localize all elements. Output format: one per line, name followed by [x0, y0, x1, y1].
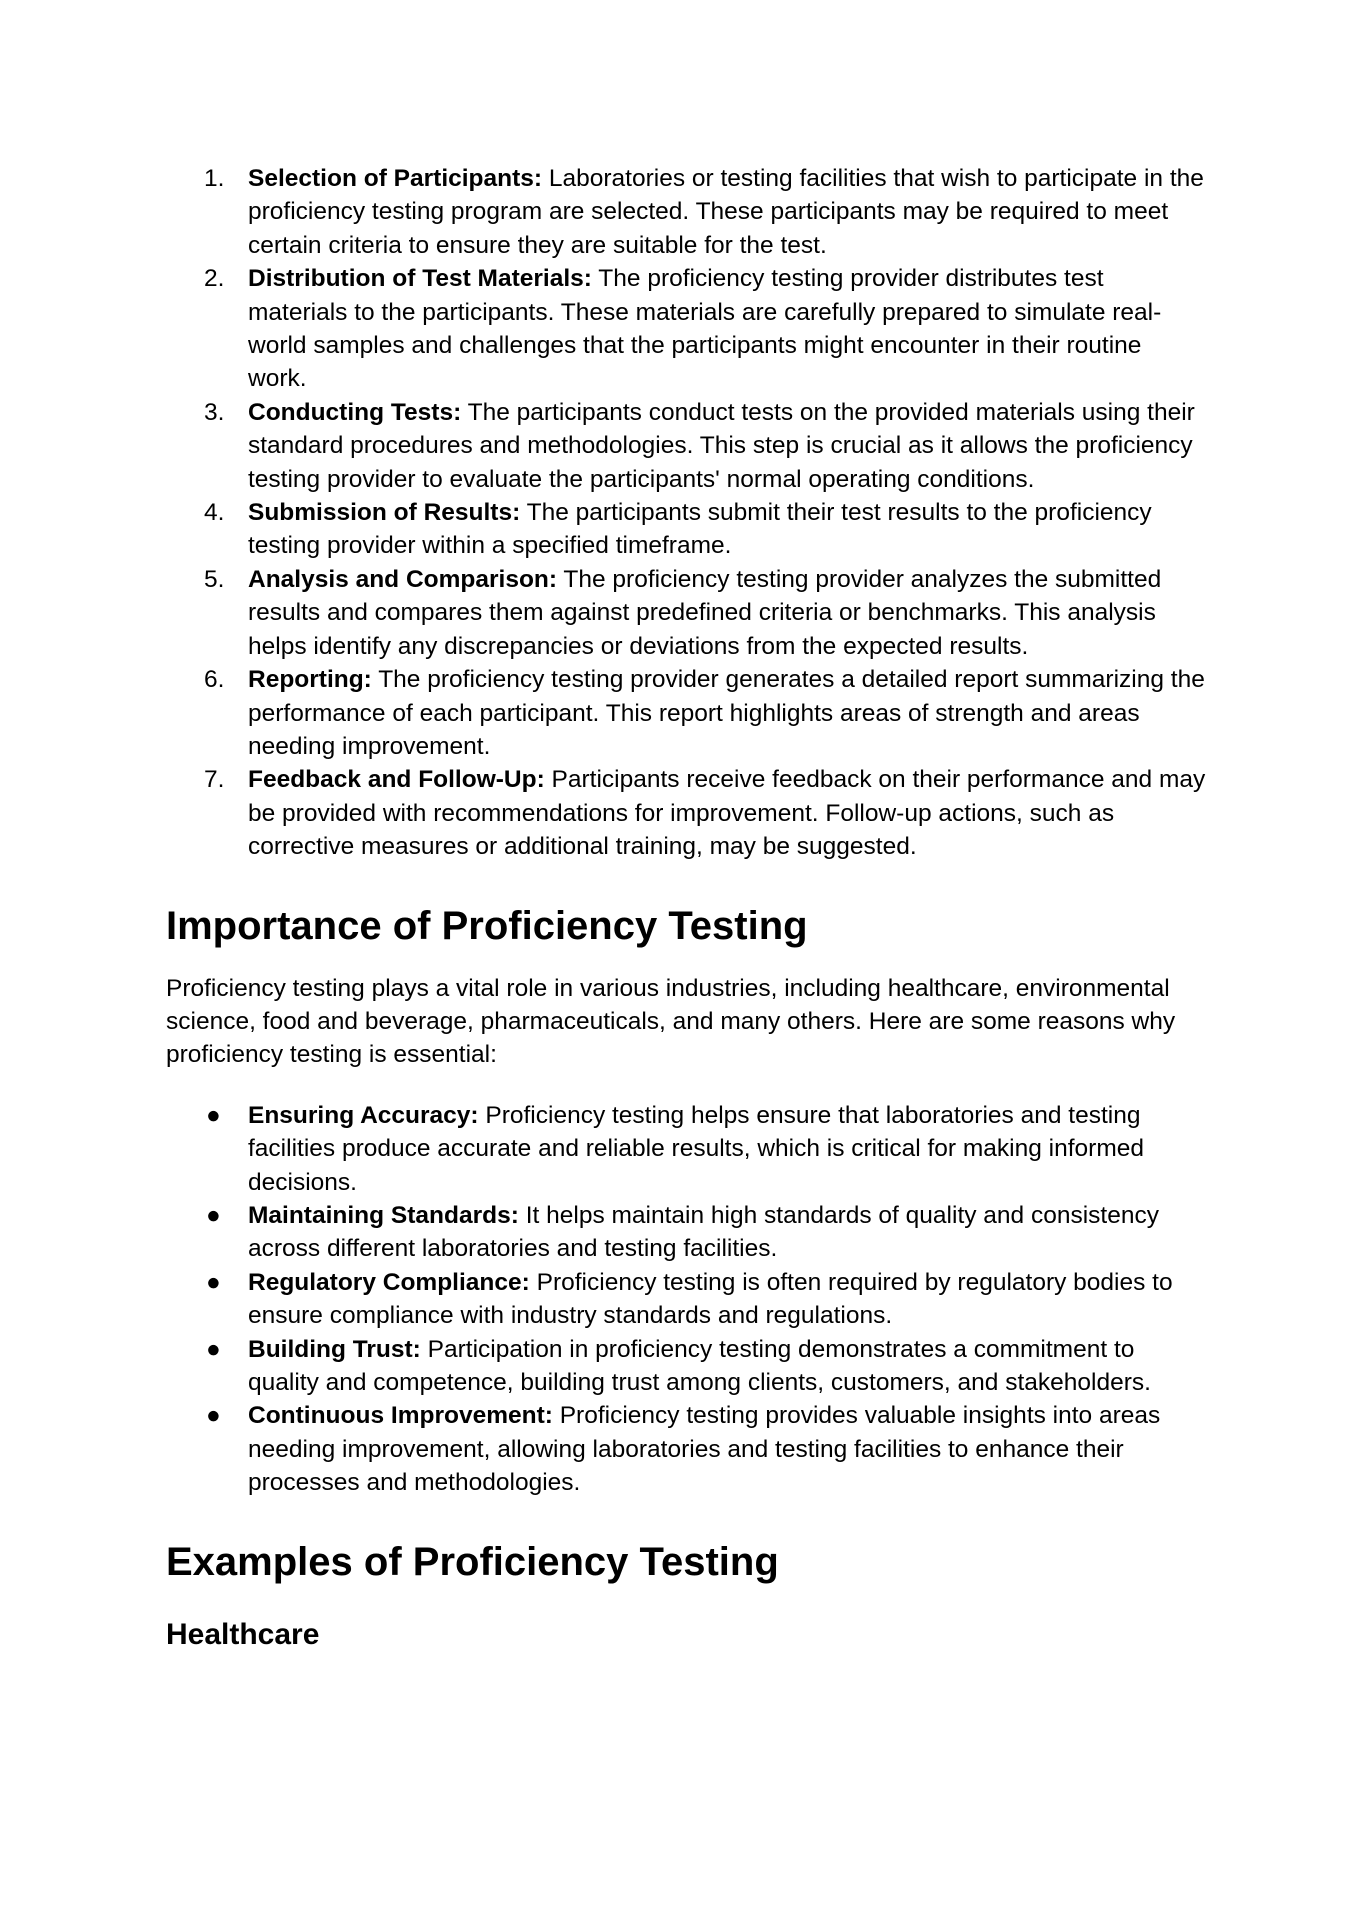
- list-number: 1.: [204, 165, 225, 192]
- section-heading-examples: Examples of Proficiency Testing: [166, 1539, 779, 1584]
- item-text: The proficiency testing provider distributes test materials to the participants. These materials are carefully prepared to simulate real-world samples and challenges that the participants might encounter in their routine work.: [248, 265, 1162, 393]
- subheading-healthcare: Healthcare: [166, 1617, 320, 1651]
- importance-intro: Proficiency testing plays a vital role in various industries, including healthcare, environmental science, food and beverage, pharmaceuticals, and many others. Here are some reasons why proficiency testing is essential:: [166, 974, 1176, 1069]
- list-item: [166, 1399, 1206, 1499]
- item-text: Participants receive feedback on their performance and may be provided with recommendations for improvement. Follow-up actions, such as corrective measures or additional training, may be suggested.: [248, 766, 1206, 861]
- item-title: Submission of Results:: [248, 499, 521, 527]
- bullet-icon: ●: [206, 1268, 221, 1296]
- item-title: Building Trust:: [248, 1335, 421, 1363]
- item-title: Continuous Improvement:: [248, 1402, 553, 1430]
- item-text: Laboratories or testing facilities that wish to participate in the proficiency testing program are selected. These participants may be required to meet certain criteria to ensure they are suitable for the test.: [248, 165, 1204, 259]
- list-item: [166, 262, 1206, 396]
- list-number: 7.: [204, 766, 225, 794]
- list-number: 3.: [204, 398, 225, 426]
- list-number: 6.: [204, 666, 225, 694]
- list-item: [166, 496, 1206, 563]
- item-title: Conducting Tests:: [248, 398, 462, 426]
- list-item: [166, 396, 1206, 496]
- item-text: The proficiency testing provider generates a detailed report summarizing the performance of each participant. This report highlights areas of strength and areas needing improvement.: [248, 666, 1205, 760]
- bullet-icon: ●: [206, 1335, 221, 1363]
- list-item: [166, 1199, 1206, 1266]
- item-title: Maintaining Standards:: [248, 1201, 519, 1229]
- item-title: Feedback and Follow-Up:: [248, 766, 545, 794]
- list-number: 4.: [204, 499, 225, 527]
- bullet-icon: ●: [206, 1201, 221, 1229]
- item-title: Distribution of Test Materials:: [248, 265, 592, 293]
- item-title: Regulatory Compliance:: [248, 1268, 530, 1296]
- list-item: [166, 1099, 1206, 1199]
- list-item: [166, 1266, 1206, 1333]
- item-title: Ensuring Accuracy:: [248, 1101, 479, 1129]
- item-title: Analysis and Comparison:: [248, 565, 558, 593]
- list-number: 2.: [204, 265, 225, 293]
- item-text: The participants conduct tests on the provided materials using their standard procedures and methodologies. This step is crucial as it allows the proficiency testing provider to evaluate the participants' normal operating conditions.: [248, 398, 1195, 493]
- list-item: [166, 763, 1206, 863]
- item-text: The participants submit their test results to the proficiency testing provider within a specified timeframe.: [248, 499, 1152, 560]
- steps-list: [166, 162, 1206, 864]
- section-heading-importance: Importance of Proficiency Testing: [166, 903, 808, 948]
- list-item: [166, 162, 1206, 262]
- list-item: [166, 1333, 1206, 1400]
- item-text: Proficiency testing is often required by regulatory bodies to ensure compliance with industry standards and regulations.: [248, 1268, 1173, 1330]
- bullet-icon: ●: [206, 1402, 221, 1430]
- item-text: Participation in proficiency testing demonstrates a commitment to quality and competence, building trust among clients, customers, and stakeholders.: [248, 1335, 1151, 1396]
- item-text: Proficiency testing helps ensure that laboratories and testing facilities produce accurate and reliable results, which is critical for making informed decisions.: [248, 1101, 1144, 1196]
- importance-bullet-list: [166, 1099, 1206, 1500]
- item-text: Proficiency testing provides valuable insights into areas needing improvement, allowing laboratories and testing facilities to enhance their processes and methodologies.: [248, 1402, 1161, 1497]
- list-number: 5.: [204, 565, 225, 593]
- item-title: Reporting:: [248, 666, 372, 694]
- list-item: [166, 663, 1206, 763]
- document-page: [166, 162, 1206, 1654]
- bullet-icon: ●: [206, 1101, 221, 1129]
- item-text: It helps maintain high standards of quality and consistency across different laboratories and testing facilities.: [248, 1201, 1159, 1263]
- item-text: The proficiency testing provider analyzes the submitted results and compares them against predefined criteria or benchmarks. This analysis helps identify any discrepancies or deviations from the expected results.: [248, 565, 1162, 660]
- item-title: Selection of Participants:: [248, 165, 543, 192]
- list-item: [166, 563, 1206, 663]
